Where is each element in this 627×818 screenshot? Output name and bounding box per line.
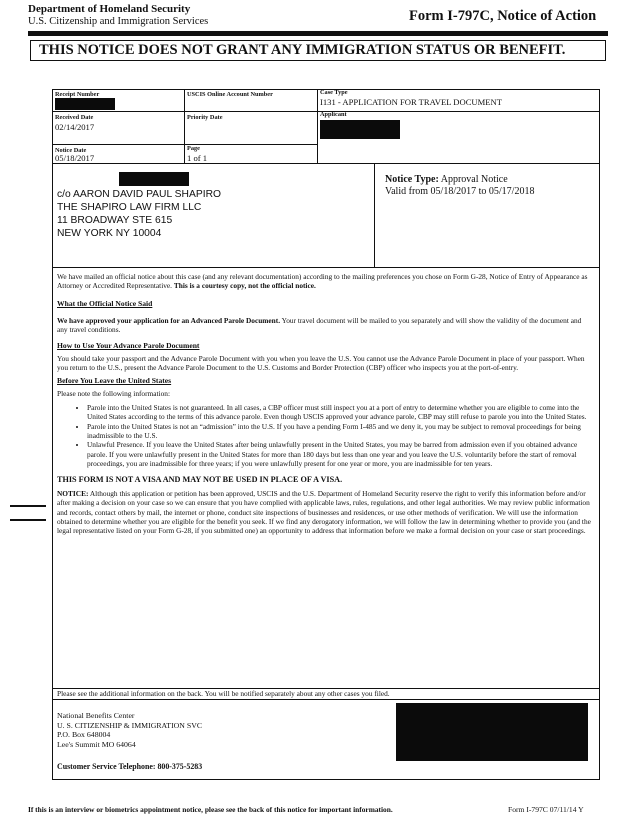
priority-date-label: Priority Date (187, 114, 223, 121)
warning-banner (30, 40, 606, 61)
office-address (57, 711, 202, 749)
customer-service-phone: Customer Service Telephone: 800-375-5283 (57, 762, 203, 771)
receipt-number-redaction (55, 98, 115, 110)
notice-date-label: Notice Date (55, 147, 87, 154)
header-dept: Department of Homeland Security (28, 3, 191, 15)
receipt-number-label: Receipt Number (55, 91, 100, 98)
received-date-label: Received Date (55, 114, 94, 121)
office-line-4: Lee's Summit MO 64064 (57, 739, 136, 749)
case-info-grid (52, 89, 600, 164)
received-date-value: 02/14/2017 (55, 122, 95, 132)
form-id: Form I-797C 07/11/14 Y (508, 805, 584, 814)
howto-heading: How to Use Your Advance Parole Document (57, 340, 200, 350)
intro-text: We have mailed an official notice about this case (and any relevant documentation) according to the mailing preferences you chose on Form G-28, Notice of Entry of Appearance as Attorney or Accredited Representative. (57, 272, 588, 291)
page-label: Page (187, 145, 200, 152)
barcode-redaction (396, 703, 588, 761)
header-rule (28, 31, 608, 36)
official-bold: We have approved your application for an Advanced Parole Document. (57, 315, 281, 325)
notice-text: Although this application or petition has been approved, USCIS and the U.S. Department of Homeland Security reserve the right to verify this information before and/or after making a decision on your case so we can ensure that you have complied with applicable laws, rules, regulations, and other legal authorities. We may review public information and records, contact others by mail, the internet or phone, conduct site inspections of businesses and residences, or use other methods of verification. We will use the information obtained to determine whether you are eligible for the benefit you seek. If we find any derogatory information, we will follow the law in determining whether to provide you (and the legal representative listed on your Form G-28, if you submitted one) an opportunity to address that information before we make a formal decision on your case or start proceedings. (57, 488, 591, 536)
before-intro: Please note the following information: (57, 389, 170, 399)
address-line-2: THE SHAPIRO LAW FIRM LLC (57, 202, 202, 213)
address-line-1: c/o AARON DAVID PAUL SHAPIRO (57, 189, 222, 200)
margin-mark (10, 505, 46, 507)
mailing-address (57, 188, 221, 240)
applicant-label: Applicant (320, 111, 347, 118)
applicant-redaction (320, 120, 400, 139)
notice-type (385, 174, 534, 198)
case-type-label: Case Type (320, 89, 348, 96)
office-line-1: National Benefits Center (57, 711, 135, 720)
list-item: • Unlawful Presence. If you leave the United States after being unlawfully present in the United States, you may be barred from admission even if you obtained advance parole. If you were unlawfully present in the United States for more than 180 days but less than one year and you leave the U.S. voluntarily before the start of removal proceedings, you are inadmissible for three years; if you were unlawfully present for one year or more, you are inadmissible for ten years. (87, 440, 592, 468)
header-agency: U.S. Citizenship and Immigration Services (28, 16, 209, 27)
bottom-note: If this is an interview or biometrics appointment notice, please see the back of this notice for important information. (28, 805, 393, 814)
name-redaction (119, 172, 189, 186)
before-heading: Before You Leave the United States (57, 376, 172, 386)
notice-type-value: Approval Notice (440, 174, 508, 185)
margin-mark (10, 519, 46, 521)
notice-type-label: Notice Type: (385, 174, 439, 185)
list-item: • Parole into the United States is not an “admission” into the U.S. If you have a pending Form I-485 and we deny it, you may be subject to removal proceedings for being inadmissible to the U.S. (87, 422, 592, 441)
banner-text: THIS NOTICE DOES NOT GRANT ANY IMMIGRATION STATUS OR BENEFIT. (39, 42, 566, 58)
address-line-4: NEW YORK NY 10004 (57, 228, 162, 239)
official-text: Your travel document will be mailed to you separately and will show the validity of the document and any travel conditions. (57, 315, 582, 335)
howto-paragraph: You should take your passport and the Advance Parole Document with you when you leave the U.S. You cannot use the Advance Parole Document in place of your passport. When you return to the U.S., present the Advance Parole Document to the U.S. Customs and Border Protection (CBP) officer who inspects you at the port-of-entry. (57, 353, 585, 373)
official-heading: What the Official Notice Said (57, 298, 153, 308)
case-type-value: I131 - APPLICATION FOR TRAVEL DOCUMENT (320, 97, 502, 107)
office-line-2: U. S. CITIZENSHIP & IMMIGRATION SVC (57, 720, 203, 730)
list-item: • Parole into the United States is not guaranteed. In all cases, a CBP officer must still inspect you at a port of entry to determine whether you are eligible to come into the United States according to the terms of this advance parole. Even though USCIS approved your advance parole, CBP may still refuse to parole you into the United States. (87, 403, 592, 422)
office-line-3: P.O. Box 648004 (57, 730, 111, 740)
notice-date-value: 05/18/2017 (55, 153, 95, 163)
form-title: Form I-797C, Notice of Action (409, 8, 597, 24)
intro-bold: This is a courtesy copy, not the official notice. (173, 281, 316, 291)
validity-dates: Valid from 05/18/2017 to 05/17/2018 (385, 186, 535, 197)
online-account-label: USCIS Online Account Number (187, 91, 273, 98)
visa-warning: THIS FORM IS NOT A VISA AND MAY NOT BE USED IN PLACE OF A VISA. (57, 474, 343, 484)
page-value: 1 of 1 (187, 153, 208, 163)
address-line-3: 11 BROADWAY STE 615 (57, 215, 173, 226)
notice-label: NOTICE: (57, 488, 89, 498)
additional-info: Please see the additional information on the back. You will be notified separately about any other cases you filed. (57, 689, 390, 698)
